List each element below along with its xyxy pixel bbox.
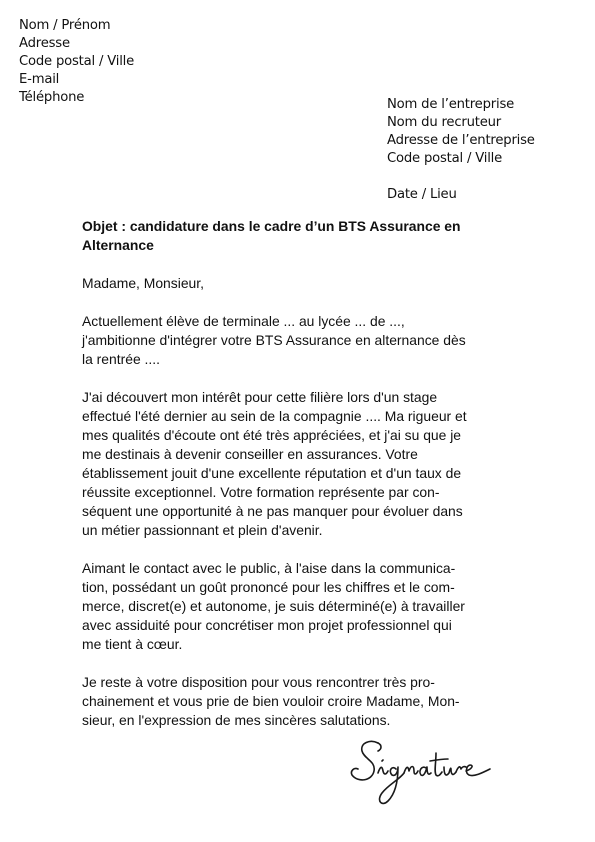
- paragraph-line: chainement et vous prie de bien vouloir croire Madame, Mon-: [82, 693, 460, 709]
- sender-email: E-mail: [19, 72, 60, 87]
- recipient-block: [387, 96, 535, 204]
- paragraph-intro: [82, 312, 512, 369]
- sender-phone: Téléphone: [19, 90, 85, 105]
- paragraph-line: séquent une opportunité à ne pas manquer pour évoluer dans: [82, 503, 463, 519]
- paragraph-line: J'ai découvert mon intérêt pour cette filière lors d'un stage: [82, 389, 438, 405]
- paragraph-closing: [82, 673, 512, 730]
- paragraph-line: la rentrée ....: [82, 351, 160, 367]
- paragraph-line: me destinais à devenir conseiller en assurances. Votre: [82, 446, 418, 462]
- paragraph-line: établissement jouit d'une excellente réputation et d'un taux de: [82, 465, 462, 481]
- letter-body: [82, 217, 512, 730]
- paragraph-motivation: [82, 388, 512, 540]
- sender-address: Adresse: [19, 36, 70, 51]
- paragraph-line: Actuellement élève de terminale ... au lycée ... de ...,: [82, 313, 405, 329]
- sender-block: [19, 17, 134, 107]
- paragraph-line: sieur, en l'expression de mes sincères salutations.: [82, 712, 391, 728]
- object-line-text: Alternance: [82, 237, 154, 253]
- paragraph-line: merce, discret(e) et autonome, je suis déterminé(e) à travailler: [82, 598, 465, 614]
- sender-postal-city: Code postal / Ville: [19, 54, 135, 69]
- paragraph-line: me tient à cœur.: [82, 636, 183, 652]
- paragraph-line: avec assiduité pour concrétiser mon projet professionnel qui: [82, 617, 452, 633]
- recipient-recruiter: Nom du recruteur: [387, 115, 502, 130]
- date-place: Date / Lieu: [387, 187, 457, 202]
- paragraph-qualities: [82, 559, 512, 654]
- paragraph-line: Je reste à votre disposition pour vous rencontrer très pro-: [82, 674, 435, 690]
- salutation: Madame, Monsieur,: [82, 275, 204, 291]
- paragraph-line: un métier passionnant et plein d'avenir.: [82, 522, 323, 538]
- object-line-text: Objet : candidature dans le cadre d’un BTS Assurance en: [82, 218, 461, 234]
- recipient-company: Nom de l’entreprise: [387, 97, 515, 112]
- paragraph-line: effectué l'été dernier au sein de la compagnie .... Ma rigueur et: [82, 408, 467, 424]
- paragraph-line: réussite exceptionnel. Votre formation représente par con-: [82, 484, 440, 500]
- recipient-postal-city: Code postal / Ville: [387, 151, 503, 166]
- paragraph-line: mes qualités d'écoute ont été très appréciées, et j'ai su que je: [82, 427, 462, 443]
- recipient-address: Adresse de l’entreprise: [387, 133, 535, 148]
- paragraph-line: Aimant le contact avec le public, à l'aise dans la communica-: [82, 560, 456, 576]
- handwritten-signature: [348, 735, 498, 810]
- paragraph-line: j'ambitionne d'intégrer votre BTS Assurance en alternance dès: [82, 332, 466, 348]
- sender-name: Nom / Prénom: [19, 18, 111, 33]
- paragraph-line: tion, possédant un goût prononcé pour les chiffres et le com-: [82, 579, 455, 595]
- object-line: [82, 217, 512, 255]
